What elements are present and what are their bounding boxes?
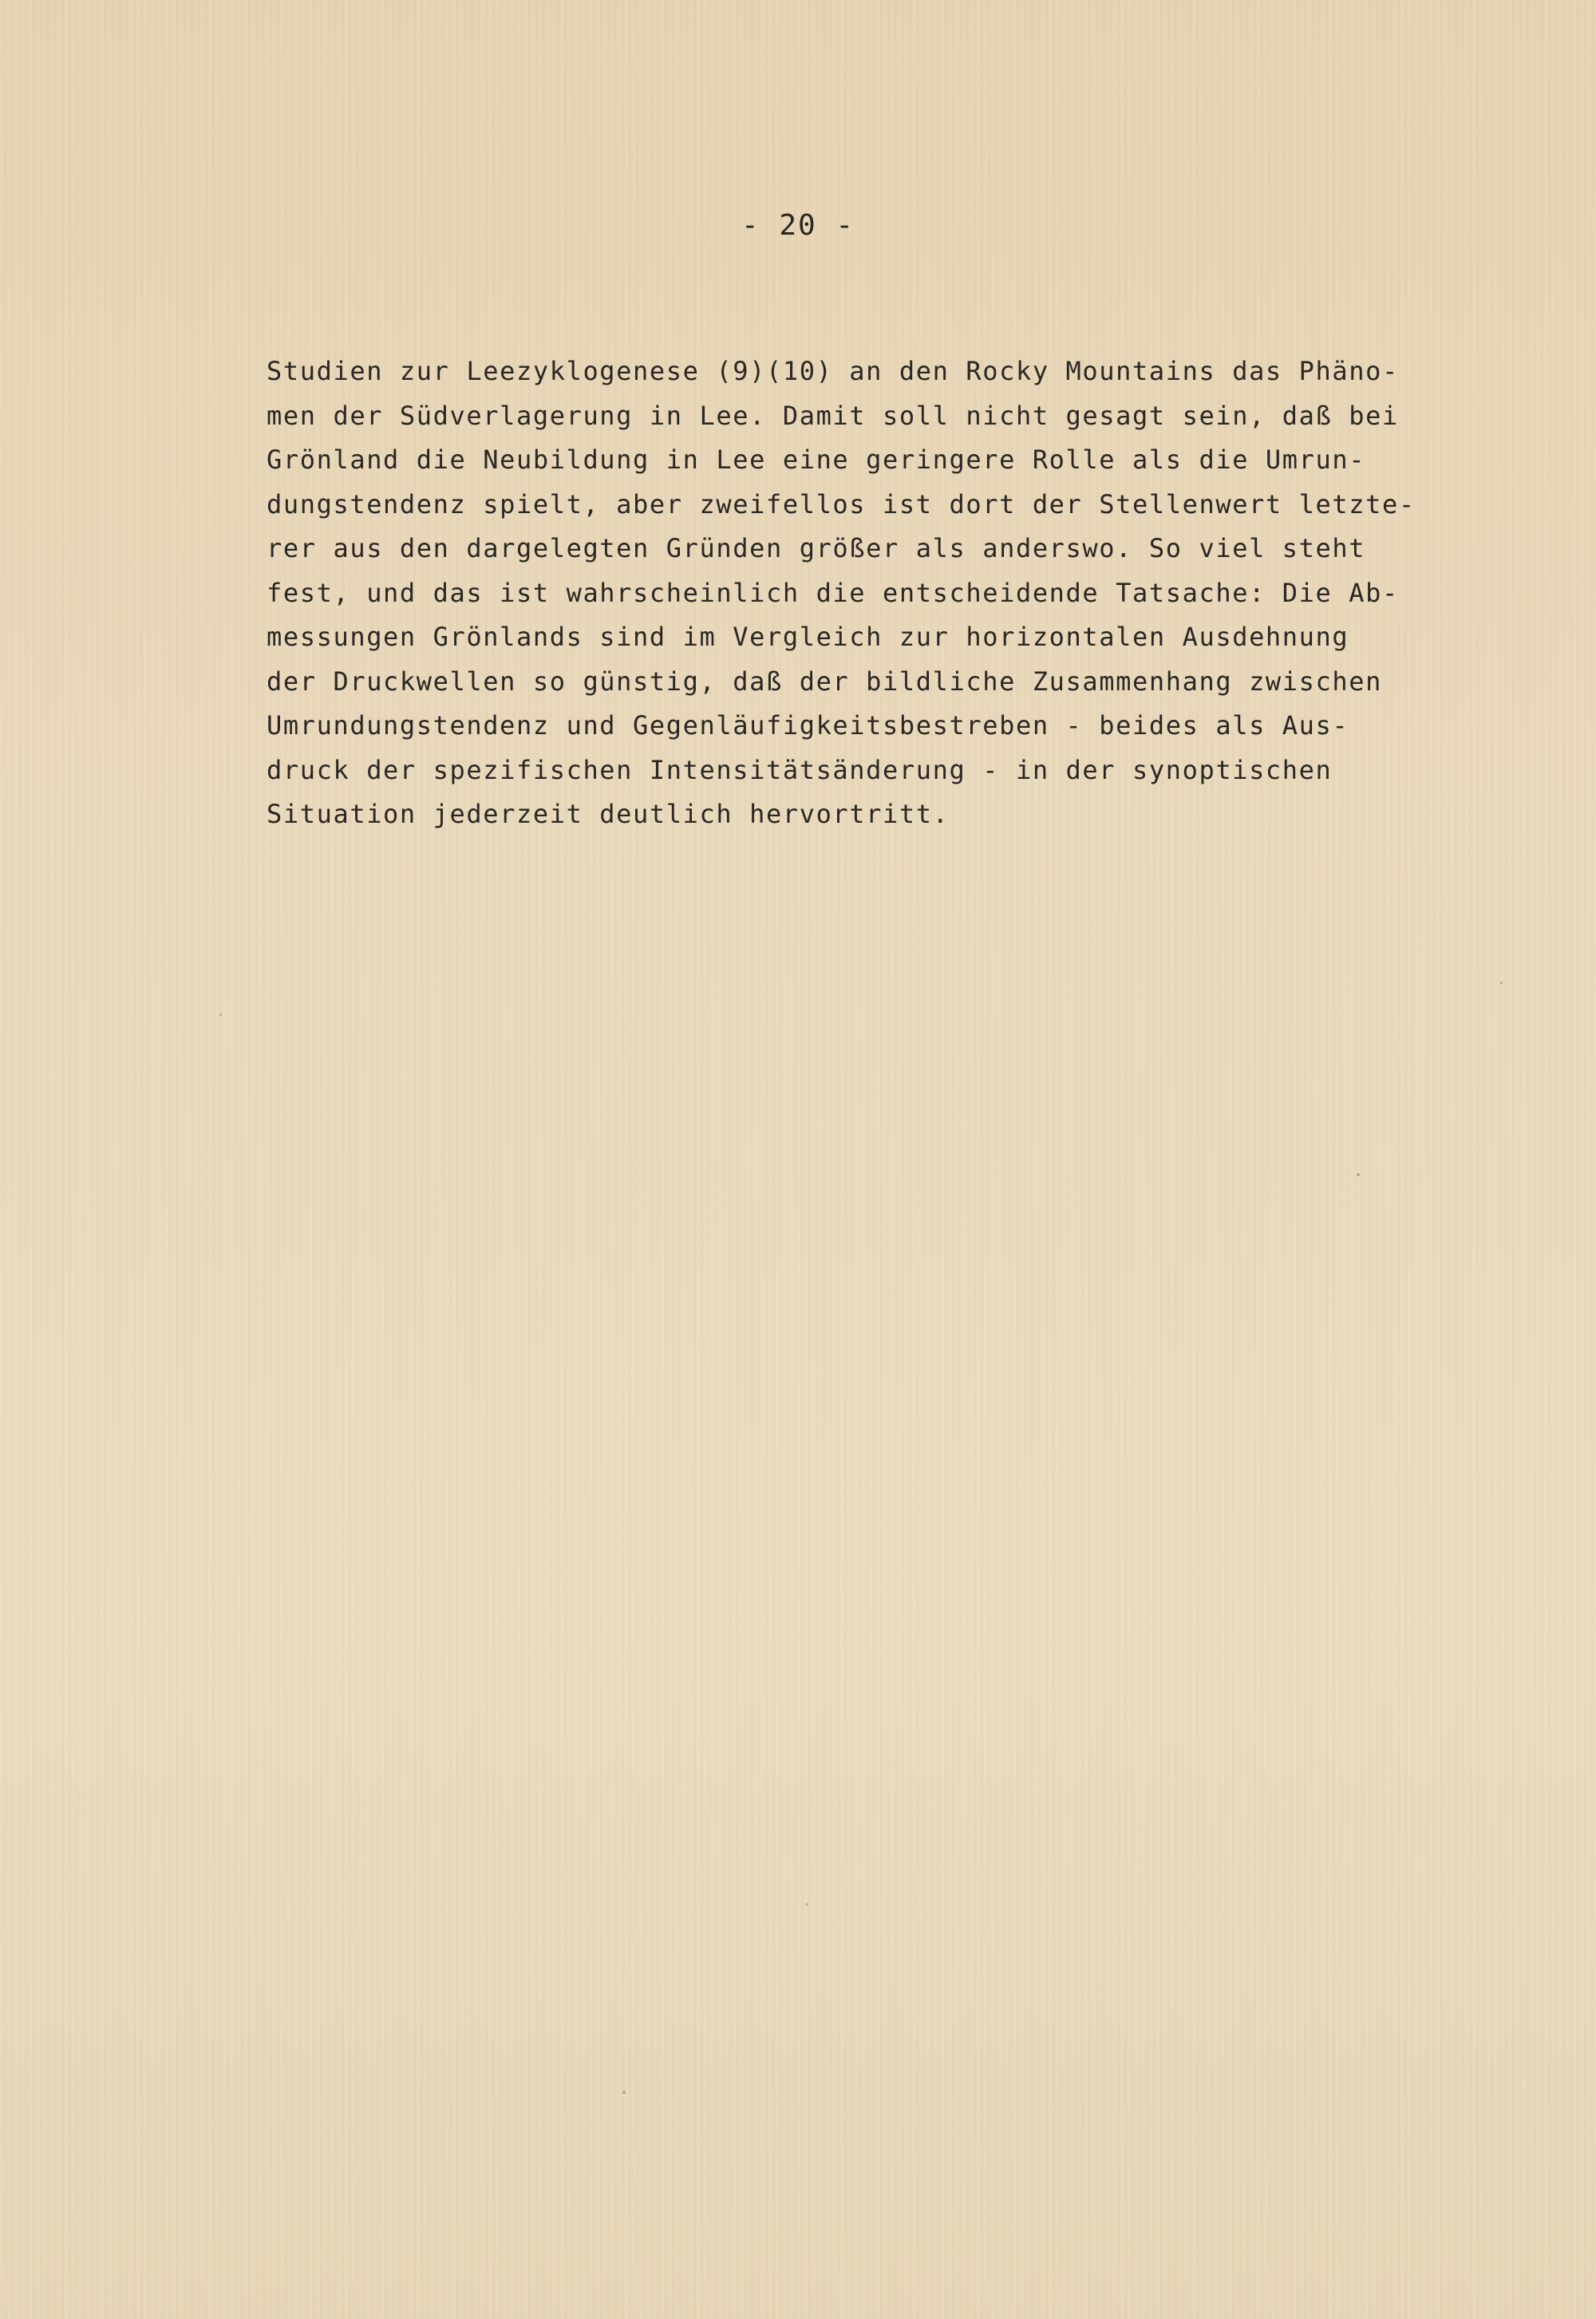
paper-speck [219, 1013, 222, 1016]
text-line: men der Südverlagerung in Lee. Damit soll nicht gesagt sein, daß bei [267, 400, 1399, 431]
paper-speck [1500, 982, 1503, 984]
paper-speck [806, 1903, 808, 1906]
text-line: rer aus den dargelegten Gründen größer als anderswo. So viel steht [267, 533, 1366, 563]
text-line: messungen Grönlands sind im Vergleich zur horizontalen Ausdehnung [267, 622, 1349, 652]
body-paragraph [267, 350, 1575, 837]
text-line: fest, und das ist wahrscheinlich die entscheidende Tatsache: Die Ab- [267, 577, 1399, 608]
paper-speck [622, 2091, 626, 2094]
text-line: druck der spezifischen Intensitätsänderung - in der synoptischen [267, 754, 1333, 785]
text-line: Studien zur Leezyklogenese (9)(10) an den Rocky Mountains das Phäno- [267, 356, 1399, 386]
page-number: - 20 - [741, 209, 855, 242]
text-line: Situation jederzeit deutlich hervortritt. [267, 799, 950, 829]
text-line: der Druckwellen so günstig, daß der bildliche Zusammenhang zwischen [267, 666, 1382, 697]
text-line: Umrundungstendenz und Gegenläufigkeitsbestreben - beides als Aus- [267, 710, 1349, 741]
paper-speck [1357, 1173, 1360, 1176]
text-line: dungstendenz spielt, aber zweifellos ist dort der Stellenwert letzte- [267, 488, 1416, 520]
text-line: Grönland die Neubildung in Lee eine geringere Rolle als die Umrun- [267, 444, 1366, 475]
